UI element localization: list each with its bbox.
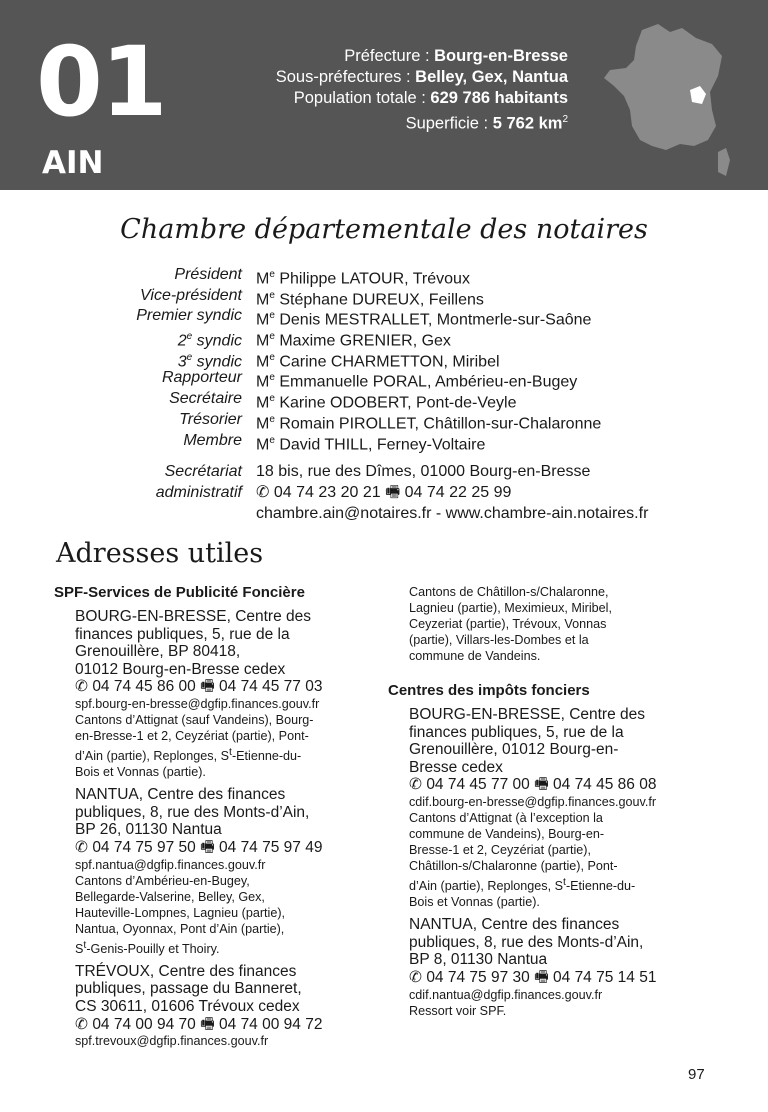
office-address-line: BP 8, 01130 Nantua bbox=[409, 951, 548, 969]
note-line: Bresse-1 et 2, Ceyzériat (partie), bbox=[409, 842, 591, 857]
note-line: commune de Vandeins. bbox=[409, 649, 541, 663]
superficie-exponent: 2 bbox=[562, 114, 568, 125]
entry-gap bbox=[409, 1019, 718, 1025]
board-member-row bbox=[0, 389, 768, 410]
note-line: d’Ain (partie), Replonges, $S^t-Etienne-du-$ bbox=[409, 875, 636, 894]
saint-abbrev-sup: t bbox=[563, 875, 566, 888]
office-phone-fax bbox=[409, 776, 718, 794]
office-address-line: publiques, passage du Banneret, bbox=[75, 980, 302, 998]
note-line: Cantons d’Attignat (sauf Vandeins), Bourg- bbox=[75, 712, 314, 727]
note-line: Bois et Vonnas (partie). bbox=[409, 895, 540, 910]
secretariat bbox=[0, 461, 768, 524]
saint-abbrev-sup: t bbox=[83, 938, 87, 951]
office-notes bbox=[75, 712, 374, 780]
note-line: en-Bresse-1 et 2, Ceyzériat (partie), Pont- bbox=[75, 728, 309, 743]
office-email: cdif.nantua@dgfip.finances.gouv.fr bbox=[409, 987, 603, 1002]
member-prefix-sup: e bbox=[269, 393, 275, 405]
office-phone: 04 74 45 86 00 bbox=[92, 678, 196, 696]
secretariat-role-line2: administratif bbox=[155, 484, 242, 501]
board-member-row bbox=[0, 348, 768, 369]
sous-prefectures-value: Belley, Gex, Nantua bbox=[415, 68, 568, 86]
saint-abbrev-sup: t bbox=[229, 745, 232, 758]
entry-gap bbox=[75, 1049, 374, 1055]
member-prefix-sup: e bbox=[269, 289, 275, 301]
office-address-line: finances publiques, 5, rue de la bbox=[75, 625, 290, 643]
office-notes bbox=[409, 810, 718, 910]
note-line: Ceyzeriat (partie), Trévoux, Vonnas bbox=[409, 617, 607, 631]
fax-icon: 🖷 bbox=[534, 776, 549, 794]
member-role: Trésorier bbox=[179, 410, 242, 428]
department-number: 01 bbox=[36, 26, 166, 138]
note-line: commune de Vandeins), Bourg-en- bbox=[409, 826, 605, 841]
board-member-row bbox=[0, 286, 768, 307]
note-line: Ressort voir SPF. bbox=[409, 1003, 507, 1018]
phone-icon: ✆ bbox=[75, 1015, 88, 1033]
department-name: AIN bbox=[42, 145, 104, 181]
member-prefix-sup: e bbox=[269, 331, 275, 343]
department-header bbox=[0, 0, 768, 190]
member-name: Me Romain PIROLLET, Châtillon-sur-Chalaronne bbox=[256, 413, 602, 433]
member-prefix-sup: e bbox=[269, 310, 275, 322]
member-name: Me Emmanuelle PORAL, Ambérieu-en-Bugey bbox=[256, 372, 578, 391]
office-notes bbox=[409, 1003, 718, 1019]
office-address-line: NANTUA, Centre des finances bbox=[409, 916, 620, 934]
office-email: spf.bourg-en-bresse@dgfip.finances.gouv.fr bbox=[75, 696, 320, 711]
france-map-icon bbox=[600, 18, 740, 188]
chambre-title: Chambre départementale des notaires bbox=[120, 214, 648, 245]
note-line: Cantons de Châtillon-s/Chalaronne, bbox=[409, 585, 609, 599]
member-role: Rapporteur bbox=[161, 369, 242, 387]
fax-icon: 🖷 bbox=[200, 838, 215, 856]
member-role: Premier syndic bbox=[136, 307, 242, 325]
member-role: 3e syndic bbox=[177, 351, 242, 371]
member-role: Président bbox=[174, 266, 242, 283]
board-member-row bbox=[0, 368, 768, 389]
member-name: Me David THILL, Ferney-Voltaire bbox=[256, 434, 486, 453]
note-line: Châtillon-s/Chalaronne (partie), Pont- bbox=[409, 858, 618, 873]
member-role-sup: e bbox=[186, 331, 193, 343]
note-line: Cantons d’Ambérieu-en-Bugey, bbox=[75, 873, 250, 888]
office-fax: 04 74 75 14 51 bbox=[553, 968, 657, 986]
office-phone: 04 74 00 94 70 bbox=[92, 1015, 196, 1033]
secretariat-role-line1: Secrétariat bbox=[164, 463, 242, 480]
sous-prefectures-label: Sous-préfectures : bbox=[275, 68, 416, 86]
office-address-line: 01012 Bourg-en-Bresse cedex bbox=[75, 660, 286, 678]
office-phone-fax bbox=[409, 969, 718, 987]
right-column bbox=[388, 584, 718, 1025]
member-name: Me Denis MESTRALLET, Montmerle-sur-Saône bbox=[256, 310, 592, 329]
member-role: Secrétaire bbox=[169, 390, 242, 408]
office-address-line: CS 30611, 01606 Trévoux cedex bbox=[75, 997, 300, 1015]
office-email: cdif.bourg-en-bresse@dgfip.finances.gouv.fr bbox=[409, 794, 657, 809]
member-name: Me Philippe LATOUR, Trévoux bbox=[256, 269, 470, 288]
member-role: 2e syndic bbox=[177, 331, 242, 350]
office-entry bbox=[409, 916, 718, 1024]
cif-title: Centres des impôts fonciers bbox=[388, 682, 590, 699]
note-line: Cantons d’Attignat (à l’exception la bbox=[409, 810, 603, 825]
secretariat-address: 18 bis, rue des Dîmes, 01000 Bourg-en-Bresse bbox=[256, 463, 591, 480]
note-line: Hauteville-Lompnes, Lagnieu (partie), bbox=[75, 905, 286, 920]
note-line: $S^t-Genis$-Pouilly et Thoiry. bbox=[75, 938, 220, 956]
office-entry bbox=[75, 786, 374, 963]
adresses-title: Adresses utiles bbox=[56, 538, 264, 569]
member-role: Membre bbox=[183, 431, 242, 449]
office-entry bbox=[75, 963, 374, 1055]
office-address-line: Grenouillère, BP 80418, bbox=[75, 643, 241, 661]
member-name: Me Karine ODOBERT, Pont-de-Veyle bbox=[256, 393, 517, 412]
office-address-line: TRÉVOUX, Centre des finances bbox=[75, 962, 297, 980]
office-address-line: NANTUA, Centre des finances bbox=[75, 786, 286, 804]
note-line: Lagnieu (partie), Meximieux, Miribel, bbox=[409, 601, 612, 615]
board-members bbox=[0, 265, 768, 451]
page-number: 97 bbox=[688, 1066, 705, 1083]
board-member-row bbox=[0, 265, 768, 286]
phone-icon: ✆ bbox=[409, 968, 422, 986]
office-entry bbox=[409, 706, 718, 916]
member-prefix-sup: e bbox=[269, 434, 275, 446]
office-address-line: BOURG-EN-BRESSE, Centre des bbox=[409, 706, 646, 723]
office-address-line: Bresse cedex bbox=[409, 758, 503, 776]
note-line: d’Ain (partie), Replonges, $S^t-Etienne-du-$ bbox=[75, 745, 302, 764]
member-name: Me Stéphane DUREUX, Feillens bbox=[256, 289, 484, 309]
department-info bbox=[276, 46, 568, 135]
spf-title: SPF-Services de Publicité Foncière bbox=[54, 584, 305, 601]
member-role-sup: e bbox=[186, 351, 193, 363]
member-prefix-sup: e bbox=[269, 269, 275, 280]
secretariat-contact-line bbox=[256, 482, 511, 503]
member-prefix-sup: e bbox=[269, 413, 275, 425]
board-member-row bbox=[0, 306, 768, 327]
population-value: 629 786 habitants bbox=[430, 89, 568, 107]
fax-icon: 🖷 bbox=[200, 1015, 215, 1033]
note-line: Bois et Vonnas (partie). bbox=[75, 765, 206, 780]
member-name: Me Carine CHARMETTON, Miribel bbox=[256, 351, 500, 371]
section-gap bbox=[388, 664, 718, 682]
office-address-line: BP 26, 01130 Nantua bbox=[75, 821, 222, 839]
office-entry bbox=[75, 608, 374, 786]
office-phone-fax bbox=[75, 1016, 374, 1034]
phone-icon: ✆ bbox=[256, 484, 270, 501]
office-phone: 04 74 75 97 30 bbox=[426, 968, 530, 986]
office-address-line: publiques, 8, rue des Monts-d’Ain, bbox=[75, 803, 310, 821]
office-phone: 04 74 45 77 00 bbox=[426, 776, 530, 794]
fax-icon: 🖷 bbox=[385, 484, 401, 501]
member-prefix-sup: e bbox=[269, 351, 275, 363]
population-label: Population totale : bbox=[293, 89, 431, 107]
left-column bbox=[54, 584, 374, 1055]
office-fax: 04 74 00 94 72 bbox=[219, 1015, 323, 1033]
board-member-row bbox=[0, 327, 768, 348]
phone-icon: ✆ bbox=[75, 678, 88, 696]
superficie-value: 5 762 km bbox=[492, 114, 563, 133]
office-address-line: finances publiques, 5, rue de la bbox=[409, 723, 624, 741]
secretariat-phone: 04 74 23 20 21 bbox=[273, 484, 381, 501]
office-fax: 04 74 75 97 49 bbox=[219, 838, 323, 856]
office-fax: 04 74 45 86 08 bbox=[553, 776, 657, 794]
office-phone: 04 74 75 97 50 bbox=[92, 838, 196, 856]
office-address-line: publiques, 8, rue des Monts-d’Ain, bbox=[409, 933, 644, 951]
member-prefix-sup: e bbox=[269, 372, 275, 384]
office-notes bbox=[75, 873, 374, 957]
office-address-line: BOURG-EN-BRESSE, Centre des bbox=[75, 608, 312, 625]
office-email: spf.nantua@dgfip.finances.gouv.fr bbox=[75, 857, 266, 872]
office-phone-fax bbox=[75, 678, 374, 696]
secretariat-fax: 04 74 22 25 99 bbox=[404, 484, 512, 501]
note-line: Bellegarde-Valserine, Belley, Gex, bbox=[75, 889, 265, 904]
board-member-row bbox=[0, 410, 768, 431]
note-line: (partie), Villars-les-Dombes et la bbox=[409, 633, 589, 647]
spf-trevoux-notes-continued bbox=[409, 584, 718, 664]
note-line: Nantua, Oyonnax, Pont d’Ain (partie), bbox=[75, 921, 285, 936]
office-email: spf.trevoux@dgfip.finances.gouv.fr bbox=[75, 1034, 269, 1049]
office-fax: 04 74 45 77 03 bbox=[219, 678, 323, 696]
fax-icon: 🖷 bbox=[200, 678, 215, 696]
prefecture-label: Préfecture : bbox=[344, 47, 435, 65]
office-address-line: Grenouillère, 01012 Bourg-en- bbox=[409, 741, 619, 759]
phone-icon: ✆ bbox=[409, 776, 422, 794]
member-role: Vice-président bbox=[140, 286, 242, 304]
superficie-label: Superficie : bbox=[405, 114, 493, 133]
office-phone-fax bbox=[75, 839, 374, 857]
secretariat-email-web: chambre.ain@notaires.fr - www.chambre-ain.notaires.fr bbox=[256, 505, 649, 522]
phone-icon: ✆ bbox=[75, 838, 88, 856]
member-name: Me Maxime GRENIER, Gex bbox=[256, 331, 451, 350]
fax-icon: 🖷 bbox=[534, 968, 549, 986]
prefecture-value: Bourg-en-Bresse bbox=[434, 47, 568, 65]
board-member-row bbox=[0, 431, 768, 452]
